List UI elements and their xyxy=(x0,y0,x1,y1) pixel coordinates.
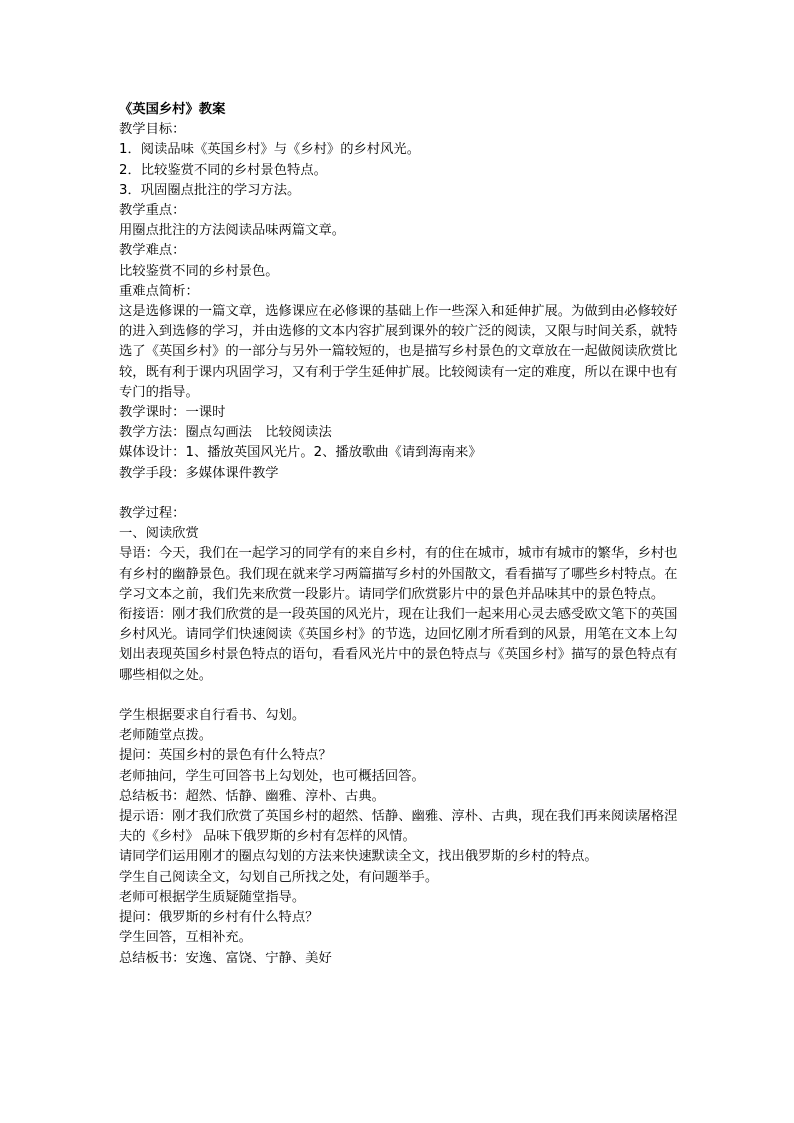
step-item: 提问：俄罗斯的乡村有什么特点？ xyxy=(119,910,319,926)
step-item: 提问：英国乡村的景色有什么特点？ xyxy=(119,748,332,764)
step-item: 老师随堂点拨。 xyxy=(119,728,213,744)
step-item: 老师抽问，学生可回答书上勾划处，也可概括回答。 xyxy=(119,768,425,784)
intro-paragraph: 导语：今天，我们在一起学习的同学有的来自乡村，有的住在城市，城市有城市的繁华，乡村也有乡村的幽静景色。我们现在就来学习两篇描写乡村的外国散文，看看描写了哪些乡村特点。在学习文本之前，我们先来欣赏一段影片。请同学们欣赏影片中的景色并品味其中的景色特点。 xyxy=(119,546,678,602)
objectives-label: 教学目标： xyxy=(119,122,186,138)
document-title: 《英国乡村》教案 xyxy=(119,102,226,117)
focus-label: 教学重点： xyxy=(119,203,186,219)
step-item: 老师可根据学生质疑随堂指导。 xyxy=(119,889,306,905)
objective-item: 2．比较鉴赏不同的乡村景色特点。 xyxy=(119,162,327,178)
spacer xyxy=(119,484,679,504)
means-text: 教学手段：多媒体课件教学 xyxy=(119,465,279,481)
step-item: 学生根据要求自行看书、勾划。 xyxy=(119,708,306,724)
section-heading: 一、阅读欣赏 xyxy=(119,526,199,542)
step-item: 学生自己阅读全文，勾划自己所找之处，有问题举手。 xyxy=(119,869,439,885)
analysis-paragraph: 这是选修课的一篇文章，选修课应在必修课的基础上作一些深入和延伸扩展。为做到由必修较好的进入到选修的学习，并由选修的文本内容扩展到课外的较广泛的阅读，又限与时间关系，就特选了《英国乡村》的一部分与另外一篇较短的，也是描写乡村景色的文章放在一起做阅读欣赏比较，既有利于课内巩固学习，又有利于学生延伸扩展。比较阅读有一定的难度，所以在课中也有专门的指导。 xyxy=(119,304,678,400)
step-item: 学生回答，互相补充。 xyxy=(119,930,252,946)
difficulty-label: 教学难点： xyxy=(119,243,186,259)
step-item: 请同学们运用刚才的圈点勾划的方法来快速默读全文，找出俄罗斯的乡村的特点。 xyxy=(119,849,598,865)
prompt-paragraph: 提示语：刚才我们欣赏了英国乡村的超然、恬静、幽雅、淳朴、古典，现在我们再来阅读屠格涅夫的《乡村》 品味下俄罗斯的乡村有怎样的风情。 xyxy=(119,809,678,845)
objective-item: 1．阅读品味《英国乡村》与《乡村》的乡村风光。 xyxy=(119,142,420,158)
method-text: 教学方法：圈点勾画法 比较阅读法 xyxy=(119,425,332,441)
transition-paragraph: 衔接语：刚才我们欣赏的是一段英国的风光片，现在让我们一起来用心灵去感受欧文笔下的英国乡村风光。请同学们快速阅读《英国乡村》的节选，边回忆刚才所看到的风景，用笔在文本上勾划出表现英国乡村景色特点的语句，看看风光片中的景色特点与《英国乡村》描写的景色特点有哪些相似之处。 xyxy=(119,607,678,683)
difficulty-text: 比较鉴赏不同的乡村景色。 xyxy=(119,263,279,279)
analysis-label: 重难点简析： xyxy=(119,283,199,299)
step-item: 总结板书：安逸、富饶、宁静、美好 xyxy=(119,950,332,966)
process-label: 教学过程： xyxy=(119,506,186,522)
spacer xyxy=(119,686,679,706)
objective-item: 3．巩固圈点批注的学习方法。 xyxy=(119,182,301,198)
step-item: 总结板书：超然、恬静、幽雅、淳朴、古典。 xyxy=(119,788,385,804)
document-page xyxy=(119,100,679,969)
media-text: 媒体设计：1、播放英国风光片。2、播放歌曲《请到海南来》 xyxy=(119,445,482,461)
focus-text: 用圈点批注的方法阅读品味两篇文章。 xyxy=(119,223,346,239)
hours-text: 教学课时：一课时 xyxy=(119,405,226,421)
